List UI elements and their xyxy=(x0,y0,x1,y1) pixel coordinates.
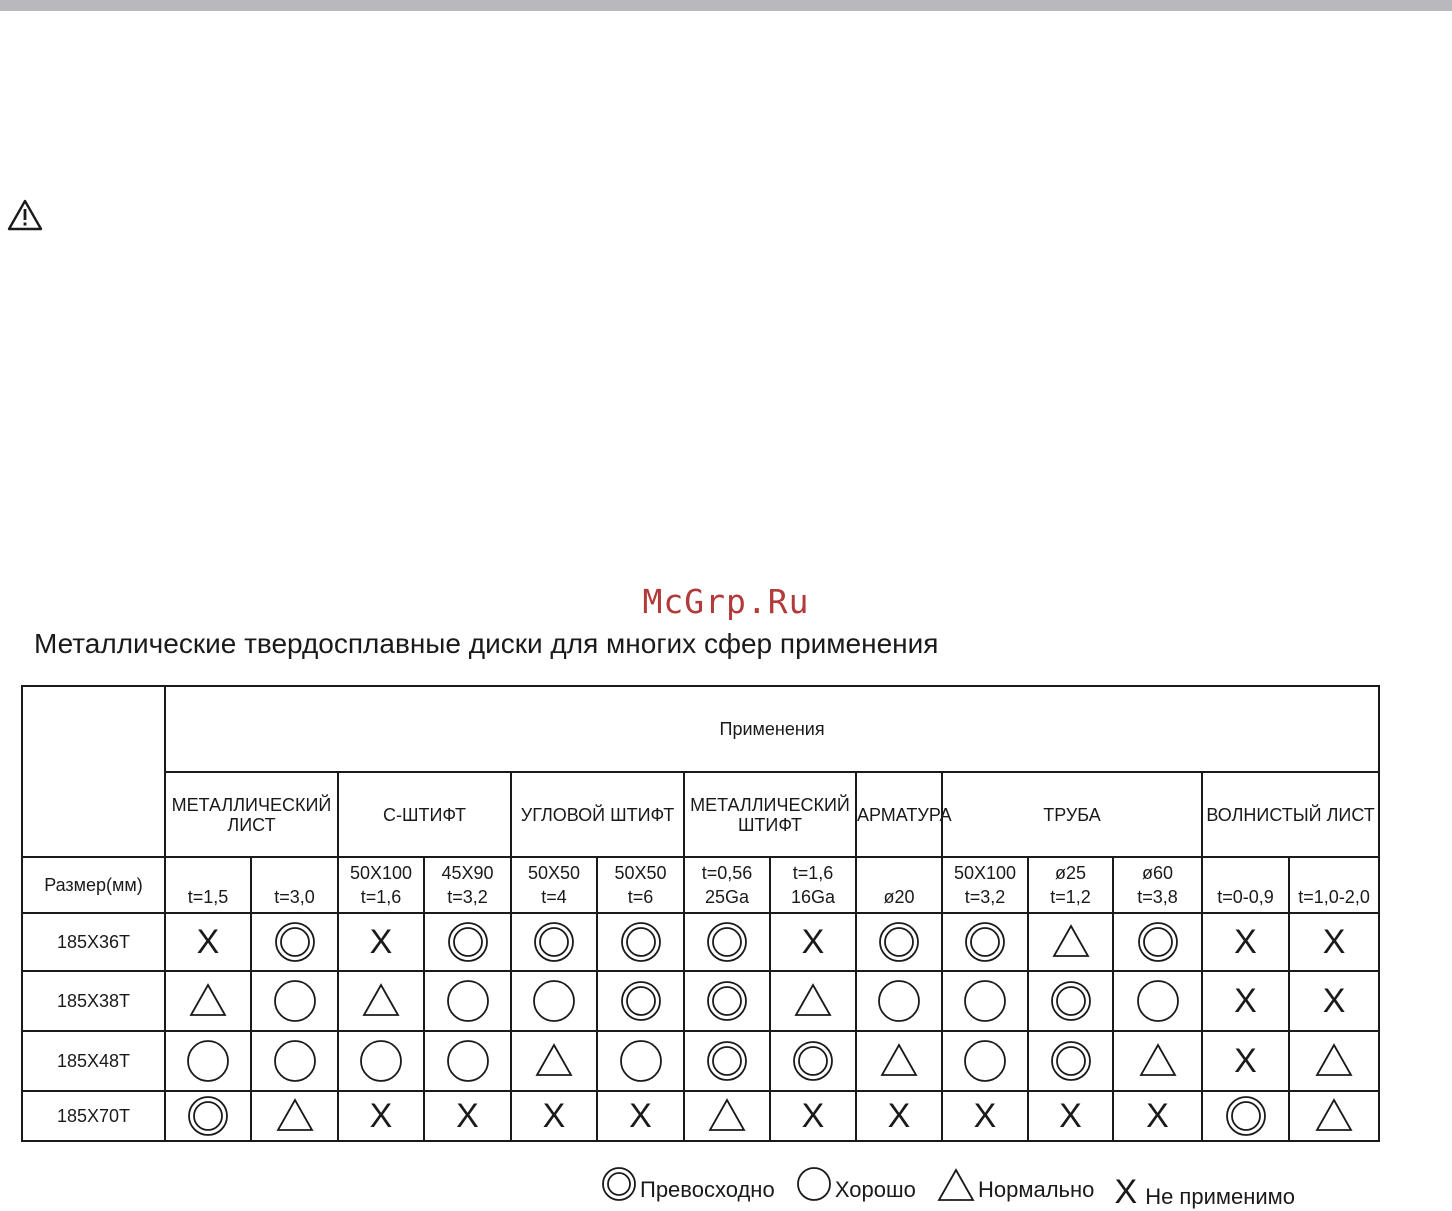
rating-cell xyxy=(1289,1031,1379,1091)
subheader-line2: 25Ga xyxy=(704,887,750,907)
triangle-icon xyxy=(1049,920,1093,964)
size-cell: 185X38T xyxy=(22,971,165,1031)
rating-cell xyxy=(856,1031,942,1091)
double-circle-icon xyxy=(705,920,749,964)
warning-triangle-icon xyxy=(6,198,44,232)
double-circle-icon xyxy=(1136,920,1180,964)
top-bar xyxy=(0,0,1452,11)
subheader-line2: 16Ga xyxy=(790,887,836,907)
rating-cell xyxy=(511,913,597,971)
double-circle-icon xyxy=(186,1094,230,1138)
x-mark-icon: X xyxy=(1322,982,1346,1020)
double-circle-icon xyxy=(600,1165,638,1203)
rating-cell xyxy=(338,913,424,971)
rating-cell xyxy=(511,1031,597,1091)
rating-cell xyxy=(511,1091,597,1141)
rating-cell xyxy=(165,1091,251,1141)
subheader-cell xyxy=(511,857,597,913)
subheader-line1: 50X100 xyxy=(953,863,1017,883)
subheader-cell xyxy=(165,857,251,913)
subheader-line1: 45X90 xyxy=(441,863,494,883)
x-mark-icon: X xyxy=(196,923,220,961)
rating-cell xyxy=(1289,913,1379,971)
legend-not-applicable xyxy=(1115,1174,1296,1210)
x-mark-icon: X xyxy=(1234,923,1257,961)
rating-cell xyxy=(1289,971,1379,1031)
triangle-icon xyxy=(877,1039,921,1083)
legend-excellent xyxy=(600,1165,775,1203)
rating-cell xyxy=(597,971,684,1031)
table-row xyxy=(22,1031,1379,1091)
subheader-line2: t=6 xyxy=(627,887,654,907)
rating-cell xyxy=(770,913,856,971)
circle-icon xyxy=(273,979,317,1023)
rating-cell xyxy=(1113,971,1202,1031)
double-circle-icon xyxy=(532,920,576,964)
rating-cell xyxy=(165,913,251,971)
applications-header: Применения xyxy=(165,686,1379,772)
rating-cell xyxy=(684,971,770,1031)
size-cell: 185X70T xyxy=(22,1091,165,1141)
double-circle-icon xyxy=(963,920,1007,964)
x-mark-icon: X xyxy=(1114,1173,1138,1211)
watermark: McGrp.Ru xyxy=(642,582,810,621)
subheader-line1 xyxy=(252,861,337,885)
rating-cell xyxy=(856,913,942,971)
x-mark-icon: X xyxy=(1322,923,1346,961)
circle-icon xyxy=(795,1165,833,1203)
category-header: АРМАТУРА xyxy=(856,772,942,857)
circle-icon xyxy=(273,1039,317,1083)
x-mark-icon: X xyxy=(887,1097,911,1135)
rating-cell xyxy=(597,913,684,971)
circle-icon xyxy=(186,1039,230,1083)
rating-cell xyxy=(251,971,338,1031)
rating-cell xyxy=(338,1031,424,1091)
double-circle-icon xyxy=(619,979,663,1023)
rating-cell xyxy=(338,971,424,1031)
circle-icon xyxy=(446,1039,490,1083)
subheader-cell xyxy=(942,857,1028,913)
legend-normal-label: Нормально xyxy=(977,1177,1095,1202)
size-cell: 185X36T xyxy=(22,913,165,971)
double-circle-icon xyxy=(791,1039,835,1083)
subheader-line1: 50X50 xyxy=(614,863,667,883)
subheader-cell xyxy=(856,857,942,913)
subheader-line1: ø25 xyxy=(1054,863,1087,883)
subheader-line2: t=1,0-2,0 xyxy=(1298,887,1370,907)
x-mark-icon: X xyxy=(1059,1097,1082,1135)
rating-cell xyxy=(684,913,770,971)
rating-cell xyxy=(684,1091,770,1141)
double-circle-icon xyxy=(1049,1039,1093,1083)
rating-cell xyxy=(511,971,597,1031)
subheader-cell xyxy=(1289,857,1379,913)
subheader-line1 xyxy=(166,861,250,885)
triangle-icon xyxy=(273,1094,317,1138)
rating-cell xyxy=(942,913,1028,971)
double-circle-icon xyxy=(1049,979,1093,1023)
legend-good-label: Хорошо xyxy=(834,1177,916,1202)
rating-cell xyxy=(770,1031,856,1091)
rating-cell xyxy=(424,971,511,1031)
application-table xyxy=(21,685,1380,1142)
legend-normal xyxy=(936,1167,1094,1203)
subheader-line1 xyxy=(857,861,941,885)
x-mark-icon: X xyxy=(456,1097,479,1135)
double-circle-icon xyxy=(705,979,749,1023)
triangle-icon xyxy=(1312,1094,1356,1138)
x-mark-icon: X xyxy=(369,923,393,961)
circle-icon xyxy=(877,979,921,1023)
rating-cell xyxy=(684,1031,770,1091)
subheader-line1: 50X50 xyxy=(527,863,581,883)
corner-cell xyxy=(22,686,165,857)
x-mark-icon: X xyxy=(801,1097,825,1135)
rating-cell xyxy=(424,1091,511,1141)
rating-cell xyxy=(1202,1031,1289,1091)
rating-cell xyxy=(1202,971,1289,1031)
category-header: МЕТАЛЛИЧЕСКИЙ ШТИФТ xyxy=(684,772,856,857)
subheader-line1: 50X100 xyxy=(349,863,413,883)
rating-cell xyxy=(770,1091,856,1141)
subheader-cell xyxy=(1028,857,1113,913)
category-header: МЕТАЛЛИЧЕСКИЙ ЛИСТ xyxy=(165,772,338,857)
rating-cell xyxy=(338,1091,424,1141)
rating-cell xyxy=(1202,1091,1289,1141)
double-circle-icon xyxy=(273,920,317,964)
category-header: С-ШТИФТ xyxy=(338,772,511,857)
circle-icon xyxy=(359,1039,403,1083)
x-mark-icon: X xyxy=(1234,1042,1257,1080)
rating-cell xyxy=(1028,913,1113,971)
rating-cell xyxy=(597,1091,684,1141)
subheader-cell xyxy=(597,857,684,913)
subheader-line2: t=3,2 xyxy=(964,887,1006,907)
subheader-line2: t=1,6 xyxy=(360,887,402,907)
rating-cell xyxy=(942,971,1028,1031)
legend xyxy=(600,1165,1309,1209)
rating-cell xyxy=(1028,1031,1113,1091)
circle-icon xyxy=(1136,979,1180,1023)
rating-cell xyxy=(856,1091,942,1141)
triangle-icon xyxy=(186,979,230,1023)
rating-cell xyxy=(165,1031,251,1091)
x-mark-icon: X xyxy=(1234,982,1257,1020)
subheader-line2: t=1,2 xyxy=(1050,887,1091,907)
table-row xyxy=(22,971,1379,1031)
triangle-icon xyxy=(936,1167,976,1203)
legend-not-applicable-label: Не применимо xyxy=(1145,1184,1296,1209)
subheader-cell xyxy=(770,857,856,913)
table-row xyxy=(22,1091,1379,1141)
rating-cell xyxy=(1113,1031,1202,1091)
circle-icon xyxy=(446,979,490,1023)
subheader-cell xyxy=(338,857,424,913)
legend-excellent-label: Превосходно xyxy=(640,1177,775,1202)
rating-cell xyxy=(856,971,942,1031)
triangle-icon xyxy=(532,1039,576,1083)
size-cell: 185X48T xyxy=(22,1031,165,1091)
subheader-line2: t=3,0 xyxy=(274,887,315,907)
triangle-icon xyxy=(705,1094,749,1138)
rating-cell xyxy=(1113,1091,1202,1141)
x-mark-icon: X xyxy=(369,1097,393,1135)
circle-icon xyxy=(619,1039,663,1083)
category-header: УГЛОВОЙ ШТИФТ xyxy=(511,772,684,857)
subheader-line2: t=3,2 xyxy=(447,887,488,907)
rating-cell xyxy=(770,971,856,1031)
double-circle-icon xyxy=(877,920,921,964)
subheader-line2: t=1,5 xyxy=(187,887,229,907)
triangle-icon xyxy=(1312,1039,1356,1083)
subheader-cell xyxy=(684,857,770,913)
rating-cell xyxy=(1028,1091,1113,1141)
double-circle-icon xyxy=(1224,1094,1268,1138)
x-mark-icon: X xyxy=(1146,1097,1169,1135)
subheader-cell xyxy=(251,857,338,913)
rating-cell xyxy=(1202,913,1289,971)
page-title: Металлические твердосплавные диски для многих сфер применения xyxy=(34,628,939,659)
category-header: ТРУБА xyxy=(942,772,1202,857)
x-mark-icon: X xyxy=(973,1097,997,1135)
subheader-cell xyxy=(1113,857,1202,913)
subheader-line1: ø60 xyxy=(1141,863,1174,883)
subheader-line1 xyxy=(1290,861,1378,885)
size-column-header: Размер(мм) xyxy=(22,857,165,913)
triangle-icon xyxy=(359,979,403,1023)
rating-cell xyxy=(1113,913,1202,971)
subheader-line1 xyxy=(1203,861,1288,885)
rating-cell xyxy=(1289,1091,1379,1141)
rating-cell xyxy=(1028,971,1113,1031)
circle-icon xyxy=(963,979,1007,1023)
rating-cell xyxy=(251,1031,338,1091)
x-mark-icon: X xyxy=(542,1097,566,1135)
rating-cell xyxy=(424,1031,511,1091)
subheader-line1: t=0,56 xyxy=(701,863,753,883)
circle-icon xyxy=(963,1039,1007,1083)
subheader-line2: t=4 xyxy=(541,887,567,907)
subheader-cell xyxy=(424,857,511,913)
rating-cell xyxy=(165,971,251,1031)
subheader-line1: t=1,6 xyxy=(792,863,834,883)
rating-cell xyxy=(424,913,511,971)
rating-cell xyxy=(942,1091,1028,1141)
rating-cell xyxy=(942,1031,1028,1091)
circle-icon xyxy=(532,979,576,1023)
triangle-icon xyxy=(791,979,835,1023)
double-circle-icon xyxy=(619,920,663,964)
rating-cell xyxy=(597,1031,684,1091)
rating-cell xyxy=(251,1091,338,1141)
double-circle-icon xyxy=(446,920,490,964)
rating-cell xyxy=(251,913,338,971)
subheader-line2: t=0-0,9 xyxy=(1217,887,1274,907)
subheader-cell xyxy=(1202,857,1289,913)
subheader-line2: t=3,8 xyxy=(1137,887,1178,907)
x-mark-icon: X xyxy=(801,923,825,961)
legend-good xyxy=(795,1165,916,1203)
table-row xyxy=(22,913,1379,971)
subheader-line2: ø20 xyxy=(883,887,915,907)
x-mark-icon: X xyxy=(629,1097,652,1135)
double-circle-icon xyxy=(705,1039,749,1083)
category-header: ВОЛНИСТЫЙ ЛИСТ xyxy=(1202,772,1379,857)
triangle-icon xyxy=(1136,1039,1180,1083)
